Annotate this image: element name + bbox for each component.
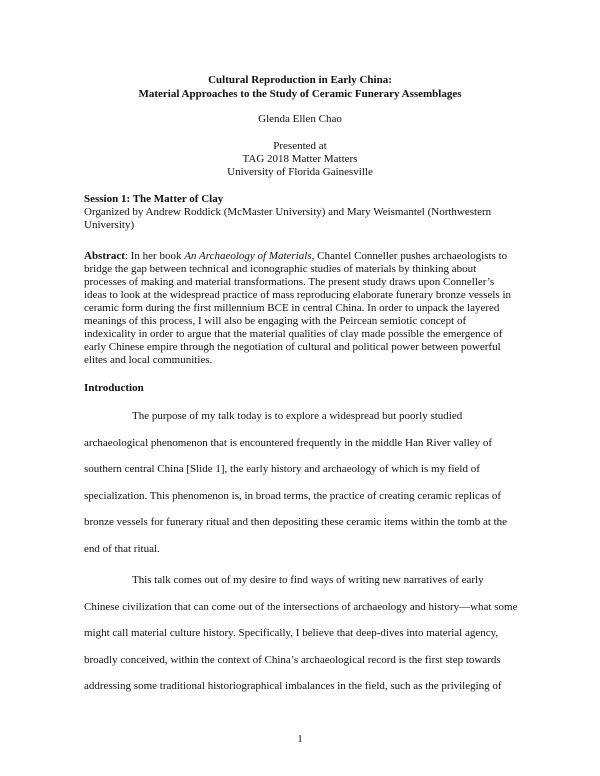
abstract-text: , Chantel Conneller pushes archaeologists to bridge the gap between technical and iconographic studies of materials by thinking about processes of making and material transformations. The present study draws upon Conneller’s ideas to look at the widespread practice of mass reproducing elaborate funerary bronze vessels in ceramic form during the first millennium BCE in central China. In order to unpack the layered meanings of this process, I will also be engaging with the Peircean semiotic concept of indexicality in order to argue that the material qualities of clay made possible the emergence of early Chinese empire through the negotiation of cultural and political power between powerful elites and local communities.: [84, 250, 512, 366]
abstract-block: [84, 250, 516, 367]
intro-paragraph-1: The purpose of my talk today is to explore a widespread but poorly studied archaeological phenomenon that is encountered frequently in the middle Han River valley of southern central China [Slide 1], the early history and archaeology of which is my field of specialization. This phenomenon is, in broad terms, the practice of creating ceramic replicas of bronze vessels for funerary ritual and then depositing these ceramic items within the tomb at the end of that ritual.: [84, 410, 508, 555]
intro-paragraph-2: This talk comes out of my desire to find ways of writing new narratives of early Chinese civilization that can come out of the intersections of archaeology and history—what some might call material culture history. Specifically, I believe that deep-dives into material agency, broadly conceived, within the context of China’s archaeological record is the first step towards addressing some traditional historiographical imbalances in the field, such as the privileging of: [84, 574, 518, 693]
abstract-book-title: An Archaeology of Materials: [184, 250, 312, 262]
abstract-lead-in: : In her book: [124, 250, 185, 262]
conference-venue: University of Florida Gainesville: [227, 166, 373, 178]
conference-name: TAG 2018 Matter Matters: [242, 153, 358, 165]
presented-label: Presented at: [273, 140, 327, 152]
title-line-1: Cultural Reproduction in Early China:: [208, 74, 392, 86]
page-number: 1: [297, 733, 303, 745]
session-organizers: Organized by Andrew Roddick (McMaster University) and Mary Weismantel (Northwestern University): [84, 206, 492, 231]
title-line-2: Material Approaches to the Study of Ceramic Funerary Assemblages: [138, 88, 462, 100]
paper-title: [0, 73, 600, 101]
session-title: Session 1: The Matter of Clay: [84, 193, 224, 205]
author-name: Glenda Ellen Chao: [258, 113, 342, 125]
abstract-label: Abstract: [84, 250, 125, 262]
introduction-heading: Introduction: [84, 382, 144, 394]
session-block: [84, 193, 516, 232]
